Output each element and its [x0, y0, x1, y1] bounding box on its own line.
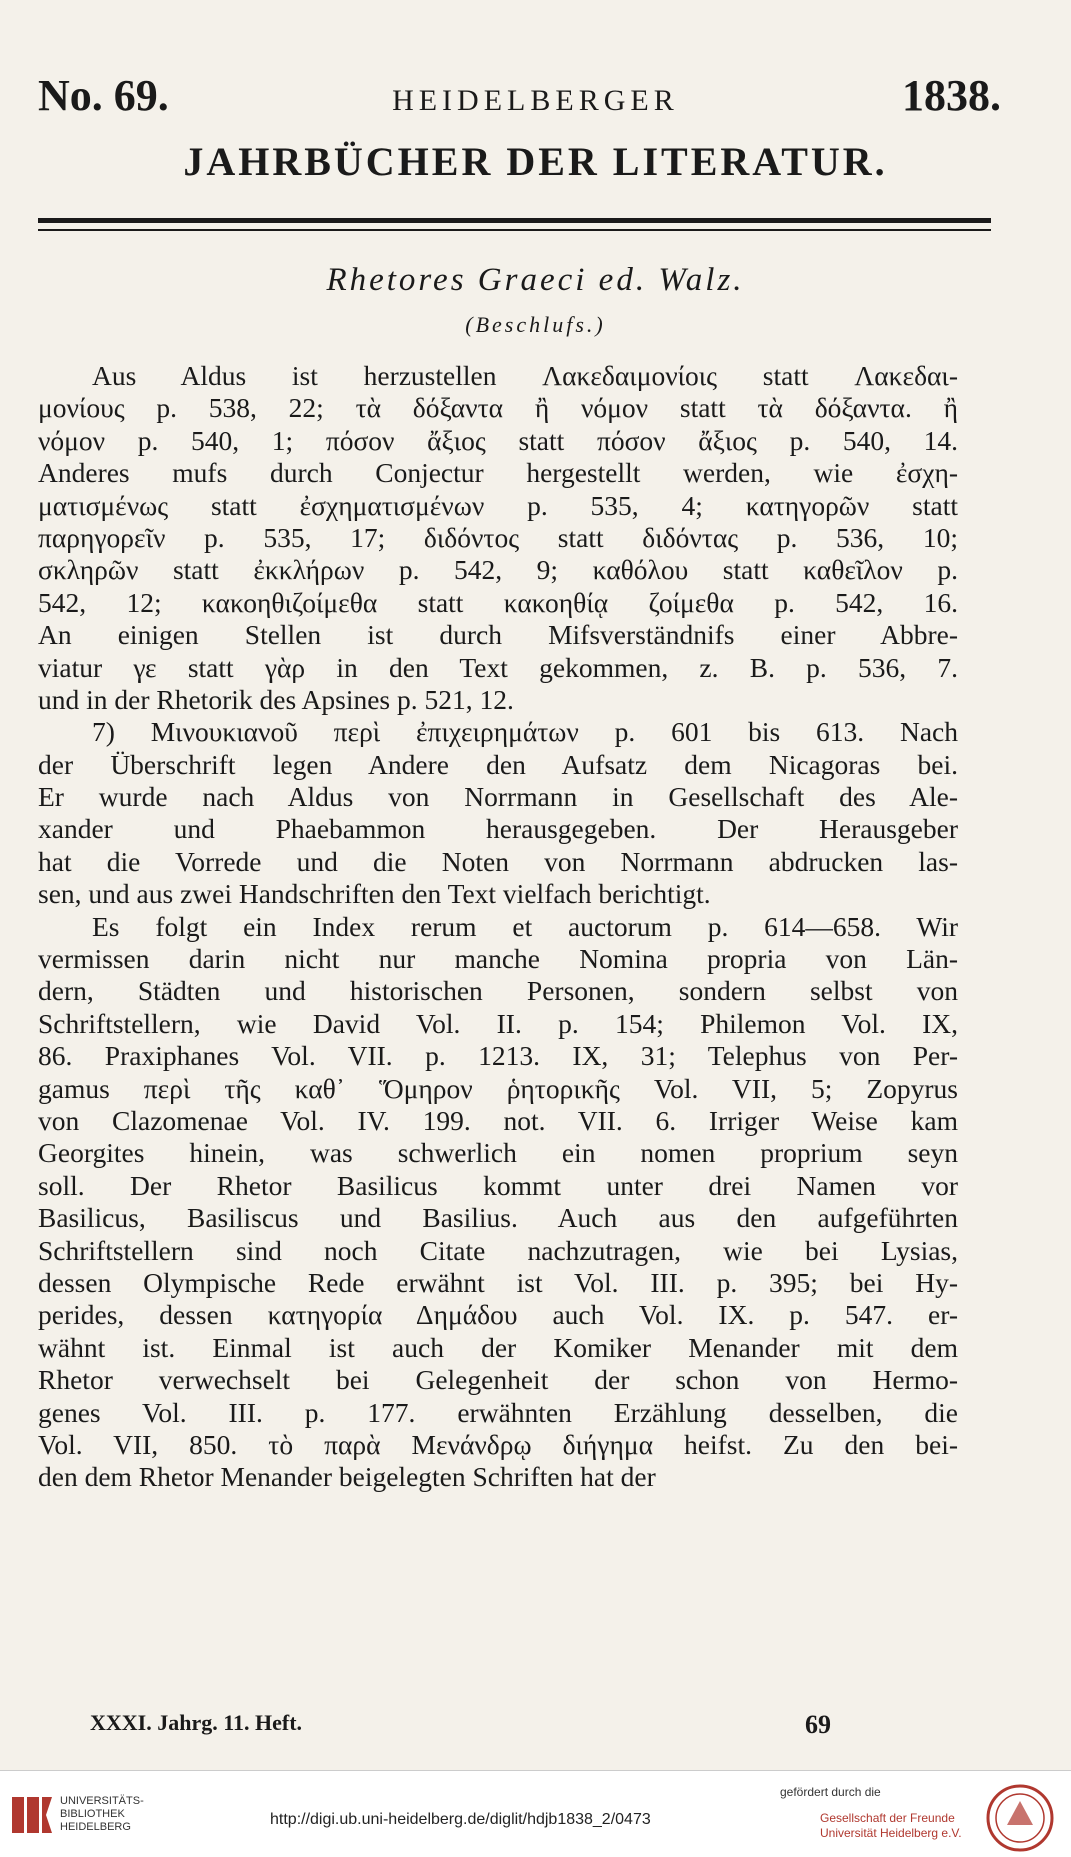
text-line: Schriftstellern sind noch Citate nachzutragen, wie bei Lysias, [38, 1234, 958, 1266]
sponsor-name-line: Universität Heidelberg e.V. [820, 1826, 962, 1840]
text-line: gamus περὶ τῆς καθ᾽ Ὅμηρον ῥητορικῆς Vol. VII, 5; Zopyrus [38, 1072, 958, 1104]
running-header [38, 70, 1001, 120]
university-seal-icon [985, 1783, 1055, 1853]
journal-place: HEIDELBERGER [392, 84, 679, 117]
text-line: Anderes mufs durch Conjectur hergestellt werden, wie ἐσχη- [38, 457, 958, 489]
article-subtitle: (Beschlufs.) [465, 312, 606, 337]
text-line: Vol. VII, 850. τὸ παρὰ Μενάνδρῳ διήγημα heifst. Zu den bei- [38, 1428, 958, 1460]
text-line: νόμον p. 540, 1; πόσον ἄξιος statt πόσον ἄξιος p. 540, 14. [38, 424, 958, 456]
text-line: Es folgt ein Index rerum et auctorum p. 614—658. Wir [92, 910, 958, 942]
university-library-logo-icon [10, 1793, 54, 1837]
text-line: dern, Städten und historischen Personen, sondern selbst von [38, 975, 958, 1007]
header-rule-thin [38, 229, 991, 231]
text-line: ματισμένως statt ἐσχηματισμένων p. 535, 4; κατηγορῶν statt [38, 489, 958, 521]
text-line: soll. Der Rhetor Basilicus kommt unter drei Namen vor [38, 1169, 958, 1201]
text-line: perides, dessen κατηγορία Δημάδου auch Vol. IX. p. 547. er- [38, 1299, 958, 1331]
text-line: von Clazomenae Vol. IV. 199. not. VII. 6. Irriger Weise kam [38, 1104, 958, 1136]
text-line: An einigen Stellen ist durch Mifsverständnifs einer Abbre- [38, 619, 958, 651]
text-line: dessen Olympische Rede erwähnt ist Vol. III. p. 395; bei Hy- [38, 1266, 958, 1298]
page-footer [90, 1710, 831, 1740]
text-line: Schriftstellern, wie David Vol. II. p. 154; Philemon Vol. IX, [38, 1007, 958, 1039]
permalink[interactable]: http://digi.ub.uni-heidelberg.de/diglit/hdjb1838_2/0473 [270, 1811, 651, 1828]
issue-number: No. 69. [38, 71, 169, 120]
sponsor-name-line: Gesellschaft der Freunde [820, 1811, 955, 1825]
library-name [60, 1795, 144, 1834]
header-rule-thick [38, 218, 991, 223]
text-line: Er wurde nach Aldus von Norrmann in Gesellschaft des Ale- [38, 781, 958, 813]
text-line: sen, und aus zwei Handschriften den Text vielfach berichtigt. [38, 878, 711, 910]
text-line: und in der Rhetorik des Apsines p. 521, 12. [38, 683, 514, 715]
journal-title: JAHRBÜCHER DER LITERATUR. [183, 139, 888, 184]
journal-info: XXXI. Jahrg. 11. Heft. [90, 1710, 303, 1735]
text-line: Georgites hinein, was schwerlich ein nomen proprium seyn [38, 1137, 958, 1169]
sponsor-name [820, 1811, 962, 1841]
digitization-bar [0, 1770, 1071, 1857]
text-line: viatur γε statt γὰρ in den Text gekommen, z. B. p. 536, 7. [38, 651, 958, 683]
text-line: den dem Rhetor Menander beigelegten Schriften hat der [38, 1461, 656, 1493]
text-line: Rhetor verwechselt bei Gelegenheit der schon von Hermo- [38, 1364, 958, 1396]
text-line: xander und Phaebammon herausgegeben. Der Herausgeber [38, 813, 958, 845]
text-line: μονίους p. 538, 22; τὰ δόξαντα ἢ νόμον statt τὰ δόξαντα. ἢ [38, 392, 958, 424]
text-line: wähnt ist. Einmal ist auch der Komiker Menander mit dem [38, 1331, 958, 1363]
text-line: 86. Praxiphanes Vol. VII. p. 1213. IX, 31; Telephus von Per- [38, 1040, 958, 1072]
year: 1838. [901, 71, 1001, 120]
sponsor-label: gefördert durch die [780, 1785, 881, 1799]
text-line: σκληρῶν statt ἐκκλήρων p. 542, 9; καθόλου statt καθεῖλον p. [38, 554, 958, 586]
text-line: genes Vol. III. p. 177. erwähnten Erzählung desselben, die [38, 1396, 958, 1428]
text-line: der Überschrift legen Andere den Aufsatz dem Nicagoras bei. [38, 748, 958, 780]
text-line: Basilicus, Basiliscus und Basilius. Auch aus den aufgeführten [38, 1202, 958, 1234]
text-line: hat die Vorrede und die Noten von Norrmann abdrucken las- [38, 845, 958, 877]
signature-mark: 69 [805, 1710, 831, 1739]
article-title: Rhetores Graeci ed. Walz. [326, 262, 745, 298]
library-name-line: UNIVERSITÄTS- [60, 1795, 144, 1807]
text-line: 542, 12; κακοηθιζοίμεθα statt κακοηθίᾳ ζοίμεθα p. 542, 16. [38, 586, 958, 618]
text-line: 7) Μινουκιανοῦ περὶ ἐπιχειρημάτων p. 601 bis 613. Nach [92, 716, 958, 748]
body-text [38, 360, 958, 1494]
library-name-line: HEIDELBERG [60, 1821, 131, 1833]
library-name-line: BIBLIOTHEK [60, 1808, 125, 1820]
text-line: vermissen darin nicht nur manche Nomina propria von Län- [38, 943, 958, 975]
text-line: Aus Aldus ist herzustellen Λακεδαιμονίοις statt Λακεδαι- [92, 360, 958, 391]
text-line: παρηγορεῖν p. 535, 17; διδόντος statt διδόντας p. 536, 10; [38, 521, 958, 553]
